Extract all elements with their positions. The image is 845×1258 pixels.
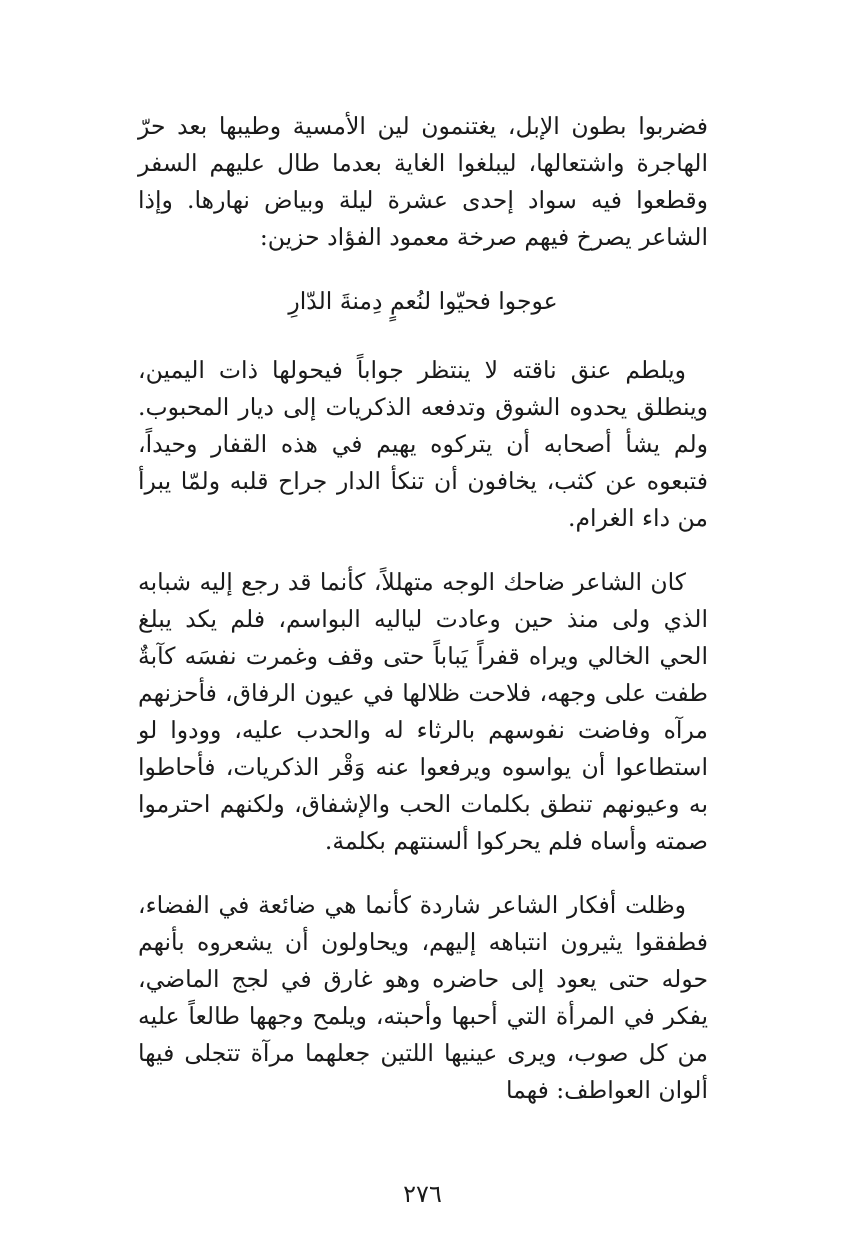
paragraph-2: ويلطم عنق ناقته لا ينتظر جواباً فيحولها ذات اليمين، وينطلق يحدوه الشوق وتدفعه الذكريات إلى ديار المحبوب. ولم يشأ أصحابه أن يتركوه يهيم في هذه القفار وحيداً، فتبعوه عن كثب، يخافون أن تنكأ الدار جراح قلبه ولمّا يبرأ من داء الغرام.	[138, 356, 708, 532]
paragraph-1: فضربوا بطون الإبل، يغتنمون لين الأمسية وطيبها بعد حرّ الهاجرة واشتعالها، ليبلغوا الغاية بعدما طال عليهم السفر وقطعوا فيه سواد إحدى عشرة ليلة وبياض نهارها. وإذا الشاعر يصرخ فيهم صرخة معمود الفؤاد حزين:	[138, 112, 708, 251]
page-body	[138, 108, 708, 1136]
poem-verse: عوجوا فحيّوا لنُعمٍ دِمنةَ الدّارِ	[288, 287, 558, 315]
paragraph-3: كان الشاعر ضاحك الوجه متهللاً، كأنما قد رجع إليه شبابه الذي ولى منذ حين وعادت لياليه البواسم، فلم يكد يبلغ الحي الخالي ويراه قفراً يَباباً حتى وقف وغمرت نفسَه كآبةٌ طفت على وجهه، فلاحت ظلالها في عيون الرفاق، فأحزنهم مرآه وفاضت نفوسهم بالرثاء له والحدب عليه، وودوا لو استطاعوا أن يواسوه ويرفعوا عنه وَقْر الذكريات، فأحاطوا به وعيونهم تنطق بكلمات الحب والإشفاق، ولكنهم احترموا صمته وأساه فلم يحركوا ألسنتهم بكلمة.	[138, 568, 708, 855]
page-number: ٢٧٦	[403, 1180, 442, 1208]
paragraph-4: وظلت أفكار الشاعر شاردة كأنما هي ضائعة في الفضاء، فطفقوا يثيرون انتباهه إليهم، ويحاولون أن يشعروه بأنهم حوله حتى يعود إلى حاضره وهو غارق في لجج الماضي، يفكر في المرأة التي أحبها وأحبته، ويلمح وجهها طالعاً عليه من كل صوب، ويرى عينيها اللتين جعلهما مرآة تتجلى فيها ألوان العواطف: فهما	[138, 891, 708, 1104]
